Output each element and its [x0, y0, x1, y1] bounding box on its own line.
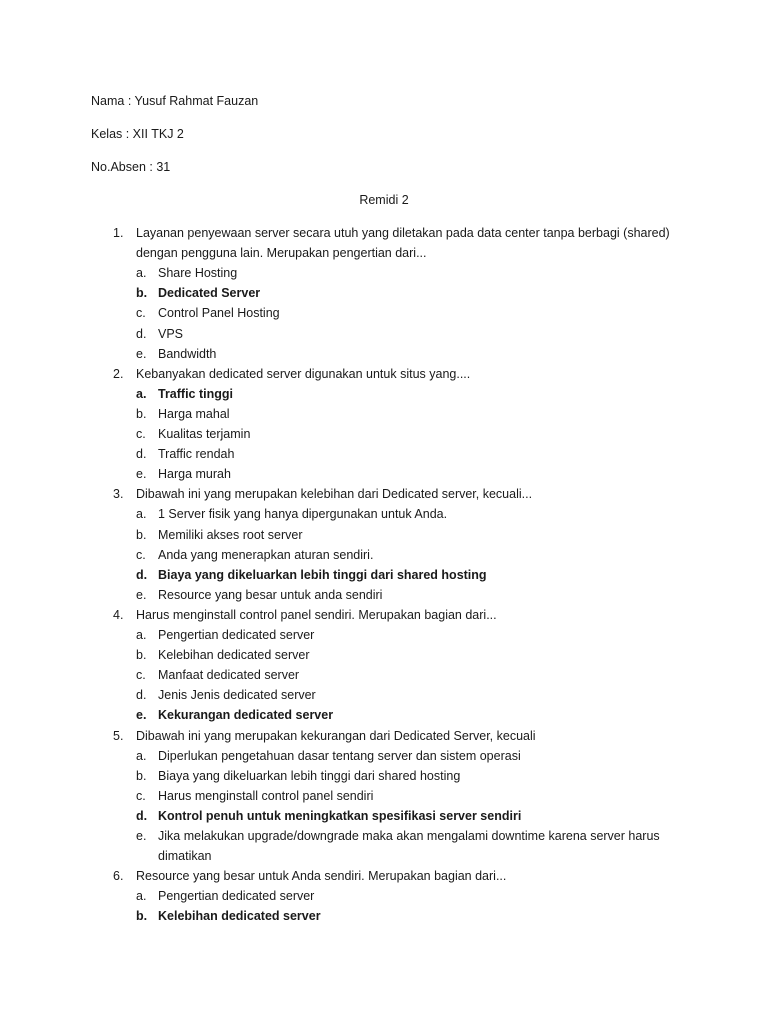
option-text: Kelebihan dedicated server — [158, 909, 321, 924]
option-letter: b. — [136, 527, 147, 542]
option-letter: a. — [136, 266, 147, 281]
option-letter: c. — [136, 668, 146, 683]
option-text: Traffic tinggi — [158, 386, 233, 401]
option-letter: a. — [136, 889, 147, 904]
option-letter: e. — [136, 708, 147, 723]
option-letter: c. — [136, 427, 146, 441]
option-letter: e. — [136, 346, 147, 361]
option-text: Diperlukan pengetahuan dasar tentang server dan sistem operasi — [158, 748, 521, 763]
option-text: Kontrol penuh untuk meningkatkan spesifikasi server sendiri — [158, 808, 522, 823]
question-text: Harus menginstall control panel sendiri. Merupakan bagian dari... — [136, 607, 497, 622]
question-number: 3. — [113, 487, 124, 502]
option-text: Harga murah — [158, 467, 231, 482]
question-number: 4. — [113, 607, 124, 622]
option-text: Jenis Jenis dedicated server — [158, 688, 316, 703]
option-text: Kekurangan dedicated server — [158, 708, 334, 723]
option-text: Bandwidth — [158, 346, 217, 361]
option-text: Jika melakukan upgrade/downgrade maka akan mengalami downtime karena server harus — [158, 829, 660, 843]
question-text: dengan pengguna lain. Merupakan pengertian dari... — [136, 246, 427, 261]
question-text: Dibawah ini yang merupakan kelebihan dari Dedicated server, kecuali... — [136, 487, 533, 502]
option-letter: c. — [136, 306, 146, 321]
question-text: Kebanyakan dedicated server digunakan untuk situs yang.... — [136, 366, 471, 381]
question-number: 1. — [113, 226, 124, 240]
option-text: Resource yang besar untuk anda sendiri — [158, 587, 383, 602]
option-letter: b. — [136, 768, 147, 783]
option-text: Harus menginstall control panel sendiri — [158, 788, 374, 803]
option-letter: e. — [136, 829, 147, 843]
option-text: dimatikan — [158, 849, 212, 864]
option-letter: b. — [136, 648, 147, 663]
option-letter: a. — [136, 628, 147, 642]
question-text: Dibawah ini yang merupakan kekurangan dari Dedicated Server, kecuali — [136, 728, 536, 743]
option-text: Share Hosting — [158, 266, 238, 281]
option-letter: b. — [136, 909, 148, 924]
option-letter: d. — [136, 567, 148, 582]
option-letter: d. — [136, 688, 147, 703]
option-text: Dedicated Server — [158, 286, 261, 301]
question-number: 5. — [113, 728, 124, 743]
option-letter: a. — [136, 507, 147, 522]
option-text: Biaya yang dikeluarkan lebih tinggi dari shared hosting — [158, 768, 461, 783]
question-number: 6. — [113, 869, 124, 884]
option-letter: d. — [136, 808, 148, 823]
option-text: Kelebihan dedicated server — [158, 648, 310, 663]
option-letter: a. — [136, 386, 147, 401]
option-text: Anda yang menerapkan aturan sendiri. — [158, 547, 374, 562]
option-text: 1 Server fisik yang hanya dipergunakan untuk Anda. — [158, 507, 448, 522]
option-letter: d. — [136, 326, 147, 341]
option-text: Pengertian dedicated server — [158, 889, 315, 904]
option-letter: e. — [136, 587, 147, 602]
option-text: Kualitas terjamin — [158, 427, 251, 441]
option-letter: b. — [136, 406, 147, 421]
option-text: Biaya yang dikeluarkan lebih tinggi dari shared hosting — [158, 567, 487, 582]
option-letter: e. — [136, 467, 147, 482]
option-text: Memiliki akses root server — [158, 527, 303, 542]
option-text: Traffic rendah — [158, 447, 235, 462]
student-class: Kelas : XII TKJ 2 — [91, 127, 184, 141]
option-letter: c. — [136, 788, 146, 803]
student-number: No.Absen : 31 — [91, 160, 171, 174]
option-text: Harga mahal — [158, 406, 230, 421]
option-letter: b. — [136, 286, 148, 301]
question-number: 2. — [113, 366, 124, 381]
page-title: Remidi 2 — [359, 193, 409, 207]
option-text: Control Panel Hosting — [158, 306, 280, 321]
student-name: Nama : Yusuf Rahmat Fauzan — [91, 94, 259, 108]
question-text: Resource yang besar untuk Anda sendiri. Merupakan bagian dari... — [136, 869, 507, 884]
option-letter: c. — [136, 547, 146, 562]
question-text: Layanan penyewaan server secara utuh yang diletakan pada data center tanpa berbagi (shared) — [136, 226, 670, 240]
option-text: VPS — [158, 326, 184, 341]
option-letter: d. — [136, 447, 147, 462]
option-text: Manfaat dedicated server — [158, 668, 300, 683]
option-text: Pengertian dedicated server — [158, 628, 315, 642]
option-letter: a. — [136, 748, 147, 763]
